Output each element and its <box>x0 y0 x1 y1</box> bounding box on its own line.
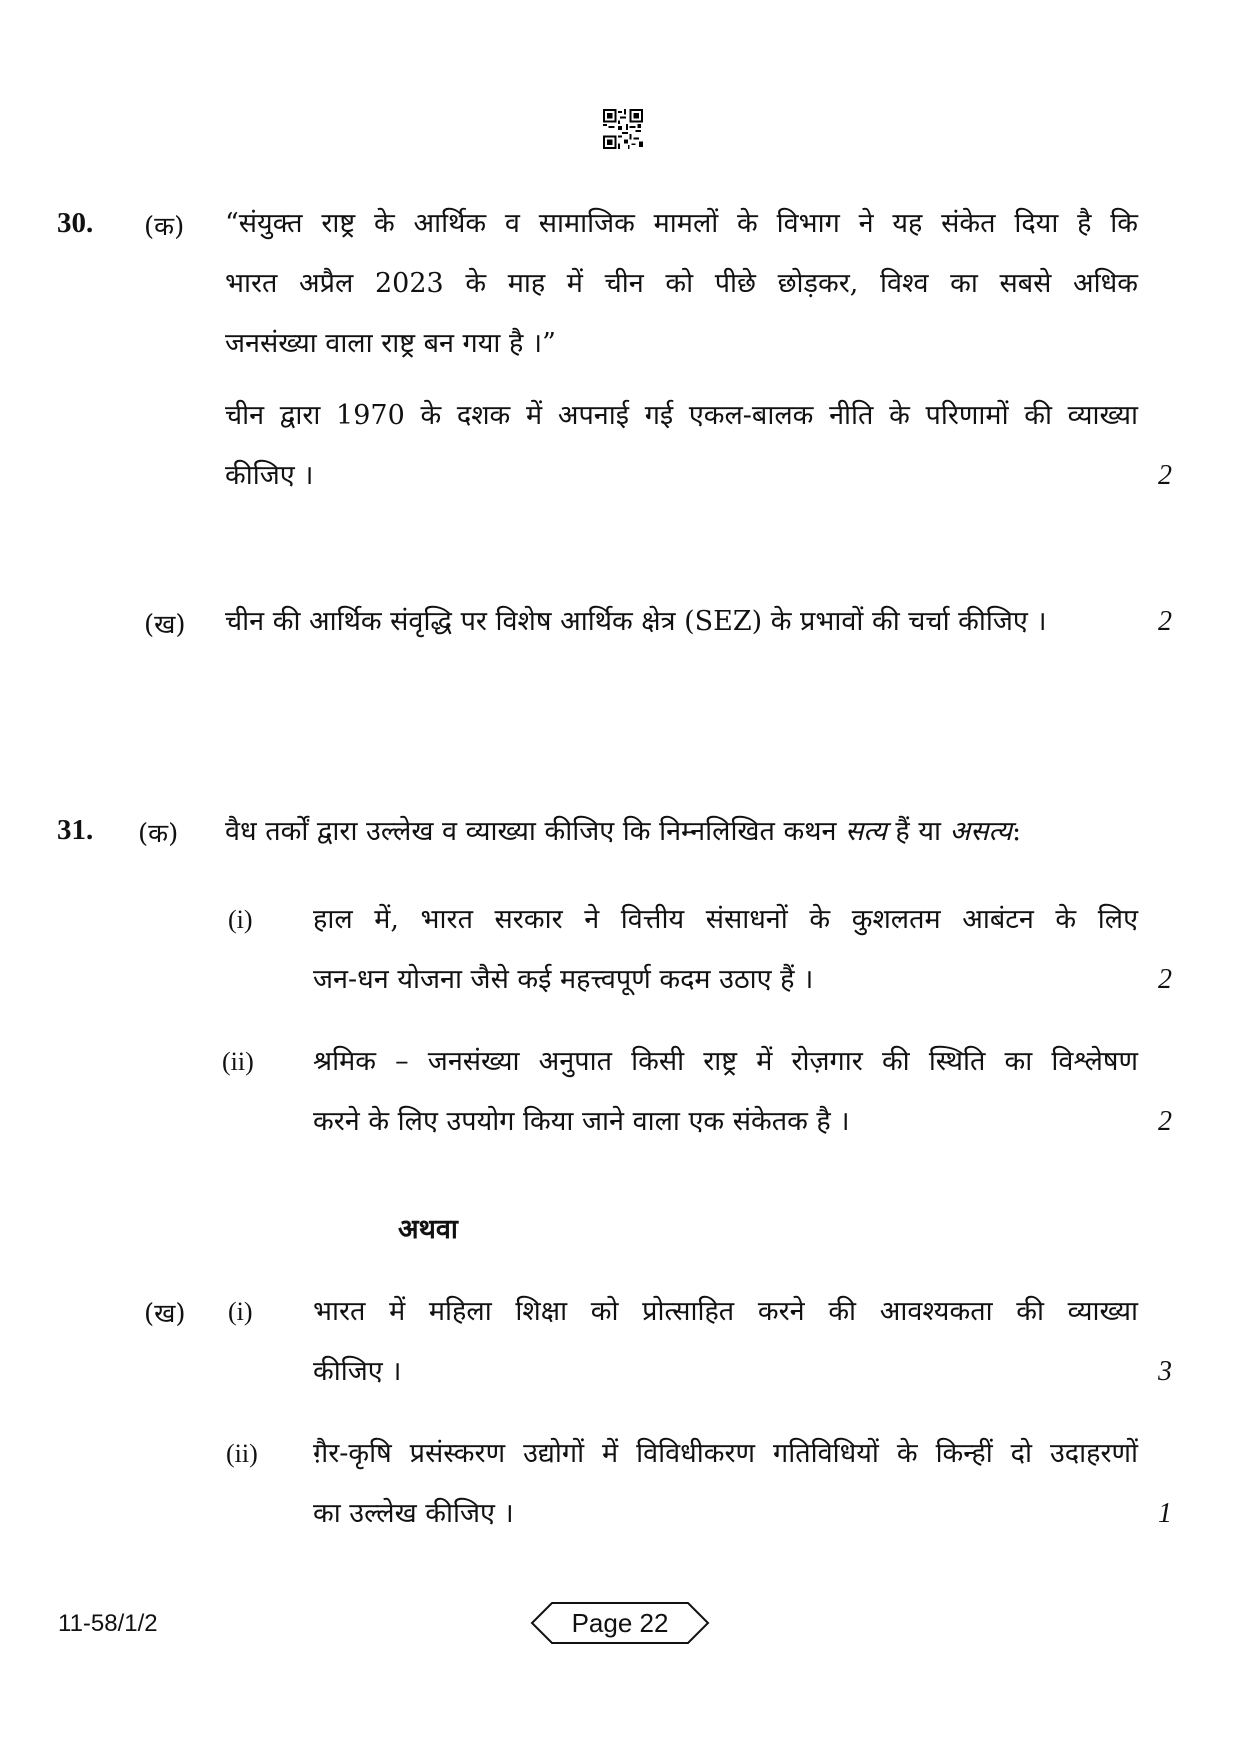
or-divider: अथवा <box>398 1214 458 1245</box>
false-word: असत्य <box>949 816 1012 847</box>
quote-line: भारत अप्रैल 2023 के माह में चीन को पीछे छोड़कर, विश्व का सबसे अधिक <box>225 268 1138 299</box>
marks: 1 <box>1158 1498 1172 1529</box>
question-line <box>225 802 1138 862</box>
intro-colon: : <box>1011 816 1022 847</box>
sub-label: (ii) <box>226 1439 258 1468</box>
sub-label: (i) <box>228 1297 253 1326</box>
question-line: का उल्लेख कीजिए । <box>313 1498 514 1529</box>
question-number: 30. <box>57 207 94 239</box>
marks: 2 <box>1158 1106 1172 1137</box>
part-label: (क) <box>138 819 179 849</box>
page-number-badge <box>530 1601 710 1645</box>
page-number: Page 22 <box>571 1608 669 1638</box>
intro-text: हैं या <box>895 816 941 847</box>
question-line: भारत में महिला शिक्षा को प्रोत्साहित करने की आवश्यकता की व्याख्या <box>313 1296 1138 1327</box>
qr-code-icon <box>603 108 643 150</box>
quote-line: “संयुक्त राष्ट्र के आर्थिक व सामाजिक मामलों के विभाग ने यह संकेत दिया है कि <box>225 208 1138 239</box>
intro-text: वैध तर्कों द्वारा उल्लेख व व्याख्या कीजिए कि निम्नलिखित कथन <box>225 816 837 847</box>
marks: 2 <box>1158 460 1172 491</box>
question-line: चीन की आर्थिक संवृद्धि पर विशेष आर्थिक क्षेत्र (SEZ) के प्रभावों की चर्चा कीजिए । <box>225 606 1047 637</box>
question-line: ग़ैर-कृषि प्रसंस्करण उद्योगों में विविधीकरण गतिविधियों के किन्हीं दो उदाहरणों <box>313 1438 1138 1469</box>
statement-line: करने के लिए उपयोग किया जाने वाला एक संकेतक है । <box>313 1106 850 1137</box>
quote-line: जनसंख्या वाला राष्ट्र बन गया है ।” <box>225 328 556 359</box>
part-label: (ख) <box>144 1299 186 1329</box>
sub-label: (i) <box>228 905 253 934</box>
part-label: (ख) <box>144 610 186 640</box>
question-line: कीजिए । <box>225 460 314 491</box>
statement-line: जन-धन योजना जैसे कई महत्त्वपूर्ण कदम उठाए हैं । <box>313 964 814 995</box>
question-line: चीन द्वारा 1970 के दशक में अपनाई गई एकल-बालक नीति के परिणामों की व्याख्या <box>225 400 1138 431</box>
marks: 2 <box>1158 606 1172 637</box>
marks: 3 <box>1158 1356 1172 1387</box>
part-label: (क) <box>144 212 185 242</box>
sub-label: (ii) <box>222 1047 254 1076</box>
statement-line: हाल में, भारत सरकार ने वित्तीय संसाधनों के कुशलतम आबंटन के लिए <box>313 904 1138 935</box>
question-line: कीजिए । <box>313 1356 402 1387</box>
paper-code: 11-58/1/2 <box>58 1610 158 1637</box>
true-word: सत्य <box>845 816 887 847</box>
statement-line: श्रमिक – जनसंख्या अनुपात किसी राष्ट्र में रोज़गार की स्थिति का विश्लेषण <box>313 1046 1138 1077</box>
question-number: 31. <box>57 814 94 846</box>
marks: 2 <box>1158 964 1172 995</box>
